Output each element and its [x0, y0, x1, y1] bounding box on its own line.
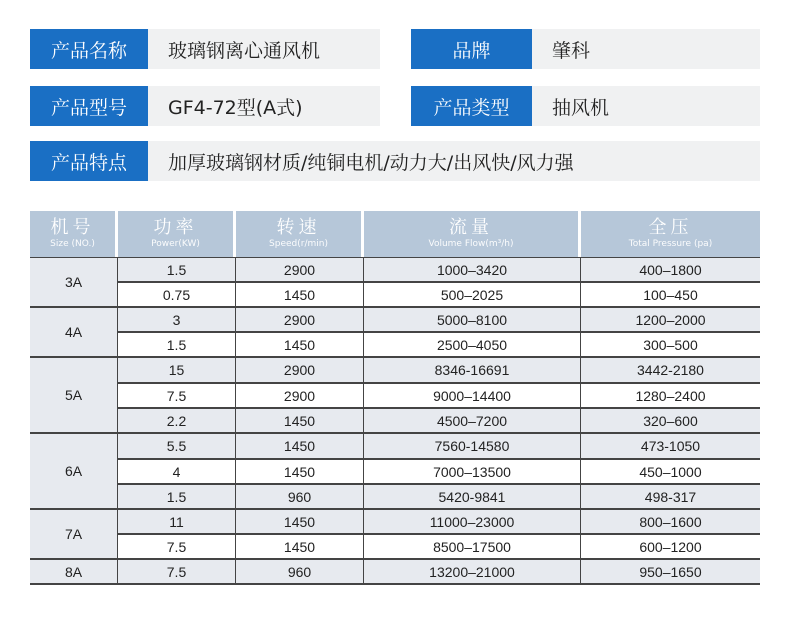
cell-speed: 960	[236, 560, 364, 585]
cell-size: 7A	[30, 510, 118, 560]
cell-flow: 1000–3420	[364, 257, 581, 283]
cell-flow: 8500–17500	[364, 535, 581, 560]
info-label: 品牌	[411, 29, 532, 69]
header-power: 功率 Power(KW)	[118, 211, 236, 257]
cell-size: 5A	[30, 358, 118, 434]
cell-power: 15	[118, 358, 236, 384]
header-pressure: 全压 Total Pressure (pa)	[581, 211, 760, 257]
cell-flow: 11000–23000	[364, 510, 581, 535]
info-row-type	[411, 86, 760, 126]
info-row-brand	[411, 29, 760, 69]
cell-speed: 2900	[236, 308, 364, 333]
table-row	[30, 560, 760, 585]
cell-power: 2.2	[118, 409, 236, 434]
cell-speed: 2900	[236, 257, 364, 283]
cell-flow: 7000–13500	[364, 460, 581, 485]
table-row	[30, 510, 760, 535]
cell-power: 1.5	[118, 485, 236, 510]
spec-table	[30, 211, 760, 585]
cell-speed: 1450	[236, 333, 364, 358]
cell-pressure: 800–1600	[581, 510, 760, 535]
cell-pressure: 400–1800	[581, 257, 760, 283]
cell-flow: 5000–8100	[364, 308, 581, 333]
table-row	[30, 308, 760, 333]
cell-pressure: 1200–2000	[581, 308, 760, 333]
info-value: 抽风机	[532, 86, 760, 126]
cell-speed: 2900	[236, 358, 364, 384]
cell-pressure: 473-1050	[581, 434, 760, 460]
table-row	[30, 257, 760, 283]
info-value: 肇科	[532, 29, 760, 69]
cell-flow: 8346-16691	[364, 358, 581, 384]
cell-size: 4A	[30, 308, 118, 358]
table-row	[30, 485, 760, 510]
info-label: 产品特点	[30, 141, 148, 181]
cell-flow: 7560-14580	[364, 434, 581, 460]
header-speed: 转速 Speed(r/min)	[236, 211, 364, 257]
cell-pressure: 1280–2400	[581, 384, 760, 409]
info-row-name	[30, 29, 380, 69]
cell-speed: 1450	[236, 283, 364, 308]
table-row	[30, 358, 760, 384]
info-row-features	[30, 141, 760, 181]
cell-flow: 5420-9841	[364, 485, 581, 510]
cell-power: 0.75	[118, 283, 236, 308]
cell-pressure: 100–450	[581, 283, 760, 308]
cell-flow: 9000–14400	[364, 384, 581, 409]
cell-size: 8A	[30, 560, 118, 585]
table-row	[30, 460, 760, 485]
table-row	[30, 434, 760, 460]
table-body	[30, 257, 760, 585]
cell-pressure: 950–1650	[581, 560, 760, 585]
cell-pressure: 3442-2180	[581, 358, 760, 384]
cell-size: 3A	[30, 257, 118, 308]
cell-size: 6A	[30, 434, 118, 510]
cell-power: 3	[118, 308, 236, 333]
cell-speed: 960	[236, 485, 364, 510]
cell-speed: 1450	[236, 460, 364, 485]
cell-flow: 2500–4050	[364, 333, 581, 358]
cell-speed: 1450	[236, 535, 364, 560]
table-row	[30, 535, 760, 560]
cell-pressure: 450–1000	[581, 460, 760, 485]
info-label: 产品类型	[411, 86, 532, 126]
table-row	[30, 333, 760, 358]
info-row-model	[30, 86, 380, 126]
cell-power: 4	[118, 460, 236, 485]
cell-power: 11	[118, 510, 236, 535]
cell-flow: 500–2025	[364, 283, 581, 308]
cell-pressure: 320–600	[581, 409, 760, 434]
table-row	[30, 384, 760, 409]
cell-pressure: 300–500	[581, 333, 760, 358]
cell-power: 7.5	[118, 560, 236, 585]
cell-power: 5.5	[118, 434, 236, 460]
cell-flow: 13200–21000	[364, 560, 581, 585]
info-value: 玻璃钢离心通风机	[148, 29, 380, 69]
cell-pressure: 600–1200	[581, 535, 760, 560]
table-row	[30, 283, 760, 308]
info-value: 加厚玻璃钢材质/纯铜电机/动力大/出风快/风力强	[148, 141, 760, 181]
cell-power: 1.5	[118, 333, 236, 358]
cell-power: 1.5	[118, 257, 236, 283]
table-header	[30, 211, 760, 257]
cell-speed: 1450	[236, 409, 364, 434]
header-flow: 流量 Volume Flow(m³/h)	[364, 211, 581, 257]
info-label: 产品名称	[30, 29, 148, 69]
cell-pressure: 498-317	[581, 485, 760, 510]
cell-power: 7.5	[118, 535, 236, 560]
cell-speed: 2900	[236, 384, 364, 409]
header-size: 机号 Size (NO.)	[30, 211, 118, 257]
cell-speed: 1450	[236, 434, 364, 460]
cell-flow: 4500–7200	[364, 409, 581, 434]
table-row	[30, 409, 760, 434]
cell-speed: 1450	[236, 510, 364, 535]
cell-power: 7.5	[118, 384, 236, 409]
info-value: GF4-72型(A式)	[148, 86, 380, 126]
info-label: 产品型号	[30, 86, 148, 126]
